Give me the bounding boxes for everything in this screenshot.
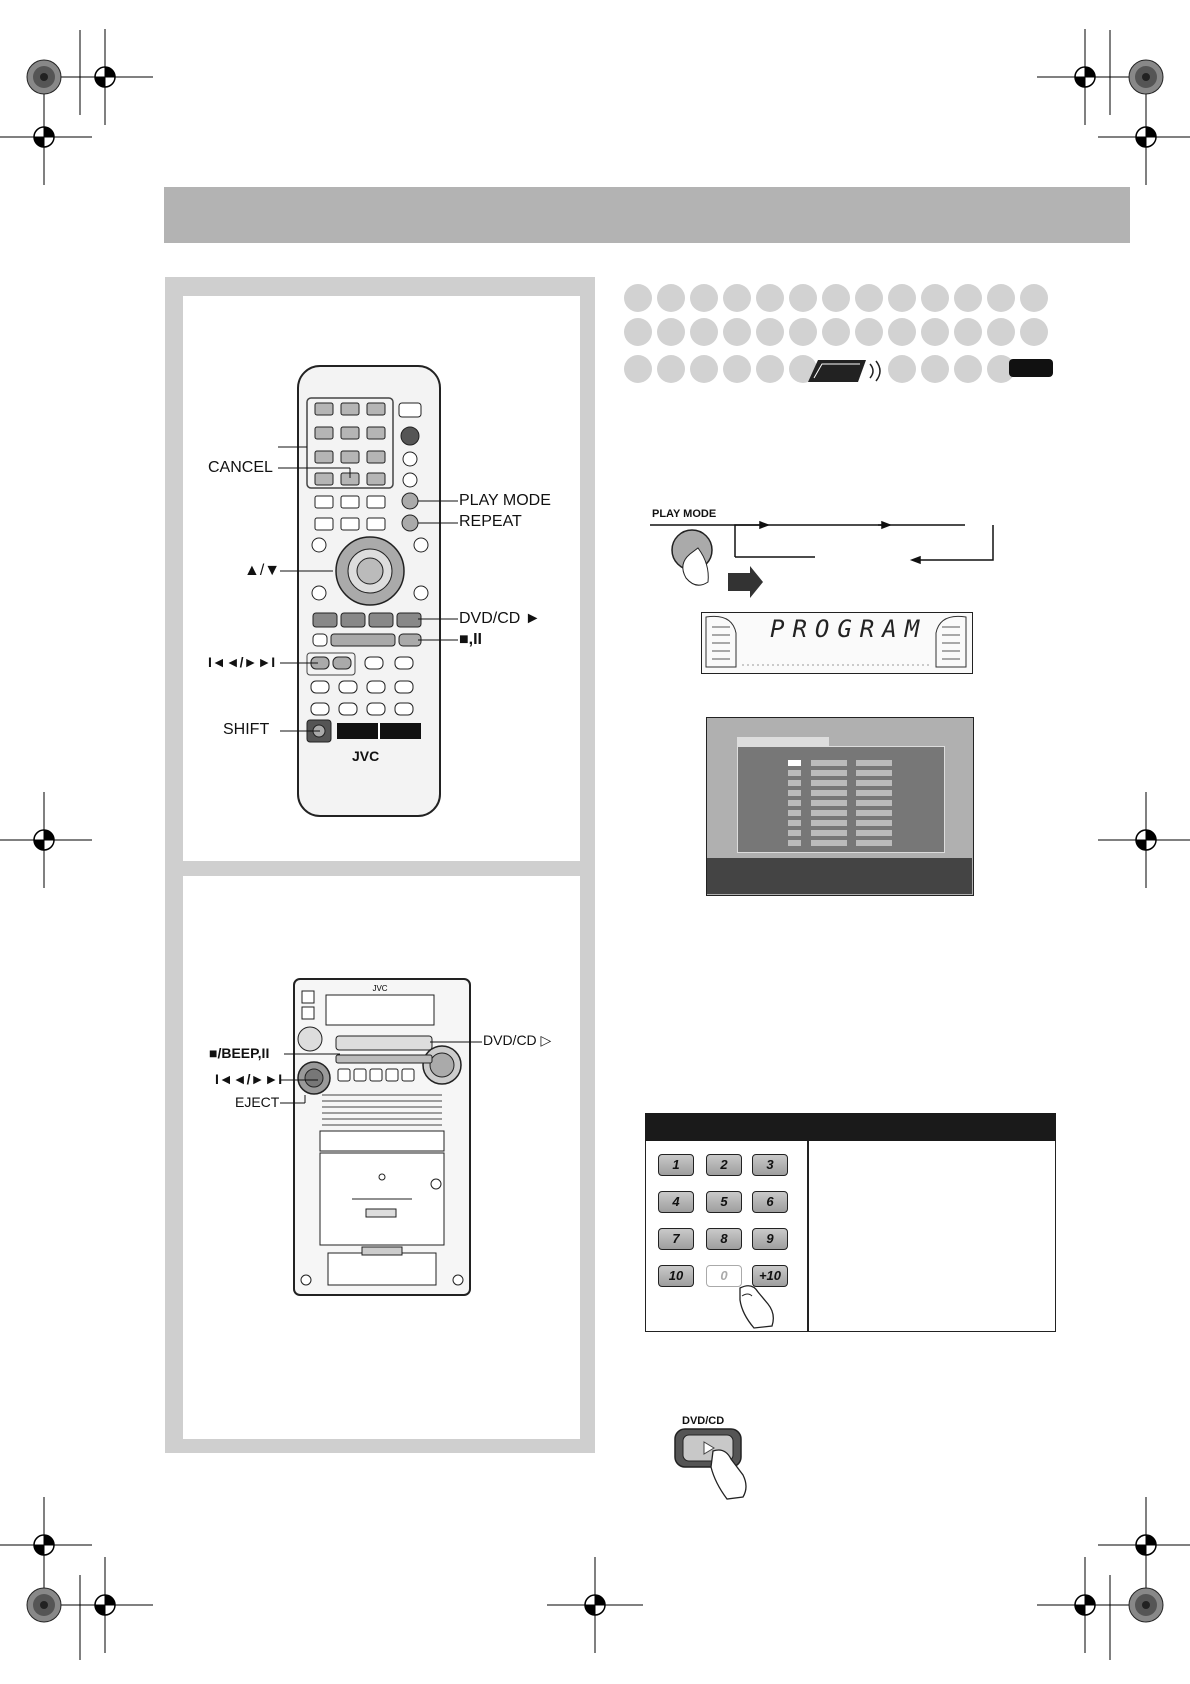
number-key-7[interactable]: 7 <box>658 1228 694 1250</box>
dvd-cd-button-label: DVD/CD <box>682 1415 725 1427</box>
osd-tab <box>737 737 829 746</box>
remote-brand-logo: JVC <box>352 748 380 764</box>
osd-footer <box>707 858 972 894</box>
number-table-header <box>645 1113 1056 1141</box>
disc-badge <box>1009 359 1053 377</box>
number-key-5[interactable]: 5 <box>706 1191 742 1213</box>
up-down-label: ▲/▼ <box>244 562 281 579</box>
number-key-9[interactable]: 9 <box>752 1228 788 1250</box>
shift-label: SHIFT <box>223 721 270 738</box>
number-key-3[interactable]: 3 <box>752 1154 788 1176</box>
play-mode-button-label: PLAY MODE <box>652 508 717 520</box>
osd-rows <box>737 752 943 852</box>
number-key-8[interactable]: 8 <box>706 1228 742 1250</box>
skip-label: I◄◄/►►I <box>208 654 276 670</box>
play-mode-label: PLAY MODE <box>459 492 551 509</box>
number-key-4[interactable]: 4 <box>658 1191 694 1213</box>
dot-row-2 <box>624 318 1048 346</box>
unit-dvd-cd-play-label: DVD/CD ▷ <box>483 1032 552 1048</box>
lcd-text: PROGRAM <box>770 615 928 643</box>
unit-stop-beep-pause-label: ■/BEEP,II <box>209 1045 270 1061</box>
stop-pause-label: ■,II <box>459 631 482 648</box>
remote-icon <box>800 356 890 386</box>
dot-row-1 <box>624 284 1048 312</box>
svg-text:JVC: JVC <box>372 984 388 993</box>
number-table <box>645 1113 1056 1332</box>
number-key-6[interactable]: 6 <box>752 1191 788 1213</box>
cancel-label: CANCEL <box>208 459 273 476</box>
unit-eject-label: EJECT <box>235 1094 280 1110</box>
play-mode-diagram <box>650 520 1000 600</box>
number-key-1[interactable]: 1 <box>658 1154 694 1176</box>
dvd-cd-play-label: DVD/CD ► <box>459 610 541 627</box>
repeat-label: REPEAT <box>459 513 522 530</box>
finger-icon <box>732 1280 792 1330</box>
number-table-divider <box>807 1141 809 1331</box>
number-key-10[interactable]: 10 <box>658 1265 694 1287</box>
number-key-plus10[interactable]: +10 <box>752 1265 788 1287</box>
number-key-0[interactable]: 0 <box>706 1265 742 1287</box>
number-key-2[interactable]: 2 <box>706 1154 742 1176</box>
unit-skip-label: I◄◄/►►I <box>215 1071 283 1087</box>
dvd-cd-play-button-icon[interactable] <box>673 1427 763 1507</box>
